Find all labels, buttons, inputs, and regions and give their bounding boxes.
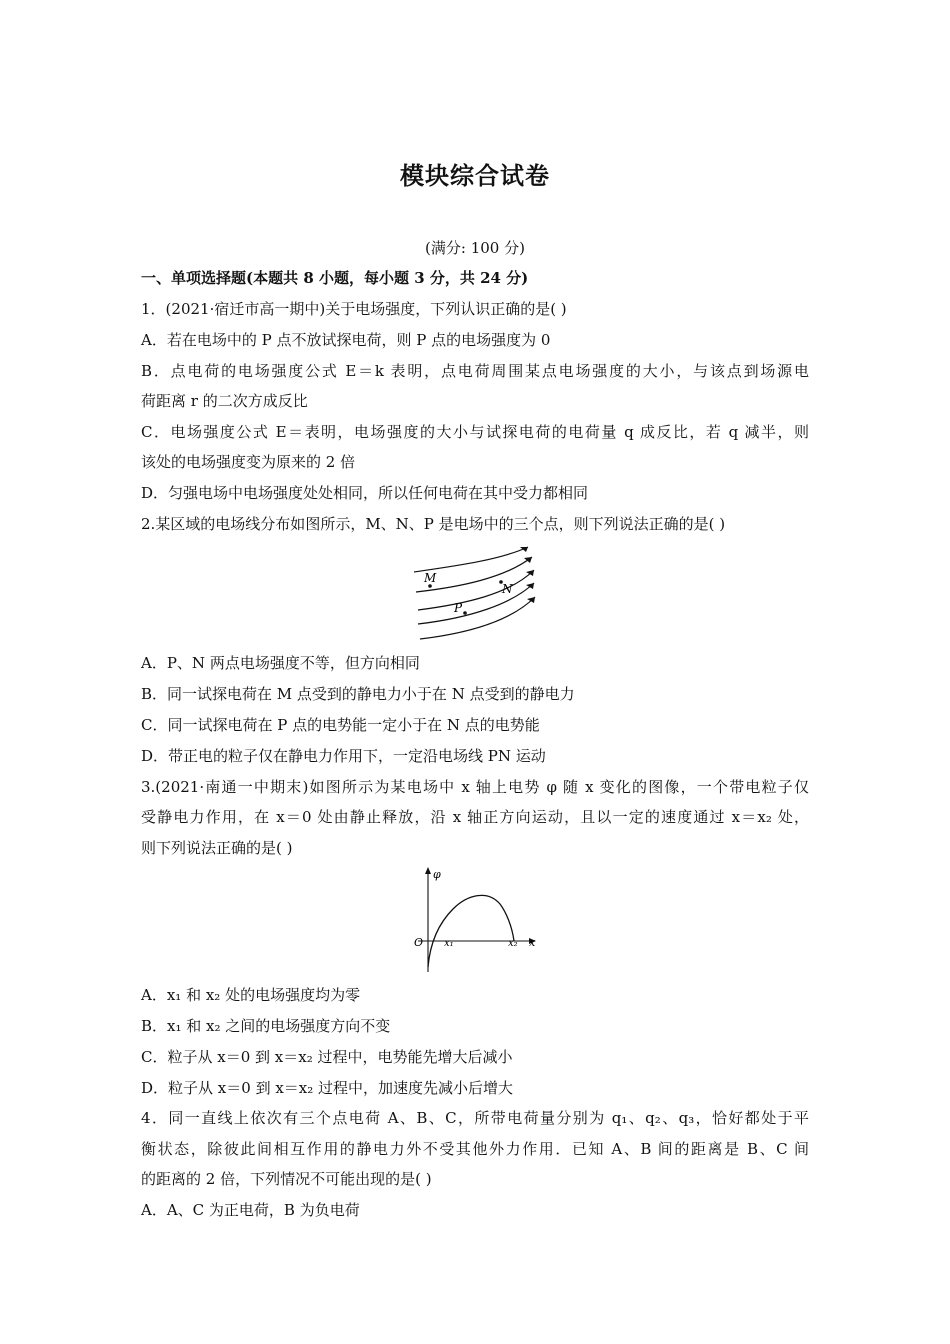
point-p-dot bbox=[463, 611, 467, 615]
question-4-stem-line2: 衡状态，除彼此间相互作用的静电力外不受其他外力作用．已知 A、B 间的距离是 B、C 间 bbox=[141, 1140, 809, 1158]
section-heading: 一、单项选择题(本题共 8 小题，每小题 3 分，共 24 分) bbox=[141, 269, 529, 287]
question-3-stem-line1: 3.(2021·南通一中期末)如图所示为某电场中 x 轴上电势 φ 随 x 变化的图像，一个带电粒子仅 bbox=[141, 778, 809, 796]
potential-graph-figure bbox=[408, 864, 543, 976]
label-n: N bbox=[502, 582, 513, 596]
field-lines-figure bbox=[410, 542, 540, 644]
q2-option-a: A．P、N 两点电场强度不等，但方向相同 bbox=[141, 654, 420, 672]
x-axis-label: x bbox=[529, 936, 536, 949]
q2-option-c: C．同一试探电荷在 P 点的电势能一定小于在 N 点的电势能 bbox=[141, 716, 540, 734]
q1-option-c-line2: 该处的电场强度变为原来的 2 倍 bbox=[141, 453, 356, 471]
phi-label: φ bbox=[433, 868, 441, 881]
origin-label: O bbox=[414, 936, 424, 949]
q3-option-d: D．粒子从 x＝0 到 x＝x₂ 过程中，加速度先减小后增大 bbox=[141, 1079, 514, 1097]
question-2-stem: 2.某区域的电场线分布如图所示，M、N、P 是电场中的三个点，则下列说法正确的是( ) bbox=[141, 515, 726, 533]
question-3-stem-line2: 受静电力作用，在 x＝0 处由静止释放，沿 x 轴正方向运动，且以一定的速度通过 x＝x₂ 处， bbox=[141, 808, 809, 826]
q3-option-a: A．x₁ 和 x₂ 处的电场强度均为零 bbox=[141, 986, 361, 1004]
q1-option-b-line2: 荷距离 r 的二次方成反比 bbox=[141, 392, 308, 410]
q1-option-a: A．若在电场中的 P 点不放试探电荷，则 P 点的电场强度为 0 bbox=[141, 331, 551, 349]
question-4-stem-line1: 4．同一直线上依次有三个点电荷 A、B、C，所带电荷量分别为 q₁、q₂、q₃，恰好都处于平 bbox=[141, 1109, 809, 1127]
q2-option-d: D．带正电的粒子仅在静电力作用下，一定沿电场线 PN 运动 bbox=[141, 747, 546, 765]
q2-option-b: B．同一试探电荷在 M 点受到的静电力小于在 N 点受到的静电力 bbox=[141, 685, 575, 703]
q1-option-c-line1: C．电场强度公式 E＝表明，电场强度的大小与试探电荷的电荷量 q 成反比，若 q 减半，则 bbox=[141, 423, 809, 441]
label-p: P bbox=[454, 601, 463, 615]
x1-label: x₁ bbox=[444, 938, 454, 949]
page-title: 模块综合试卷 bbox=[400, 162, 550, 190]
question-3-stem-line3: 则下列说法正确的是( ) bbox=[141, 839, 293, 857]
q3-option-b: B．x₁ 和 x₂ 之间的电场强度方向不变 bbox=[141, 1017, 391, 1035]
label-m: M bbox=[424, 571, 437, 585]
score-note: (满分: 100 分) bbox=[425, 239, 525, 257]
q1-option-d: D．匀强电场中电场强度处处相同，所以任何电荷在其中受力都相同 bbox=[141, 484, 589, 502]
q3-option-c: C．粒子从 x＝0 到 x＝x₂ 过程中，电势能先增大后减小 bbox=[141, 1048, 513, 1066]
q4-option-a: A．A、C 为正电荷，B 为负电荷 bbox=[141, 1201, 360, 1219]
x2-label: x₂ bbox=[508, 938, 518, 949]
question-1-stem: 1．(2021·宿迁市高一期中)关于电场强度，下列认识正确的是( ) bbox=[141, 300, 567, 318]
question-4-stem-line3: 的距离的 2 倍，下列情况不可能出现的是( ) bbox=[141, 1170, 432, 1188]
q1-option-b-line1: B．点电荷的电场强度公式 E＝k 表明，点电荷周围某点电场强度的大小，与该点到场源电 bbox=[141, 362, 809, 380]
